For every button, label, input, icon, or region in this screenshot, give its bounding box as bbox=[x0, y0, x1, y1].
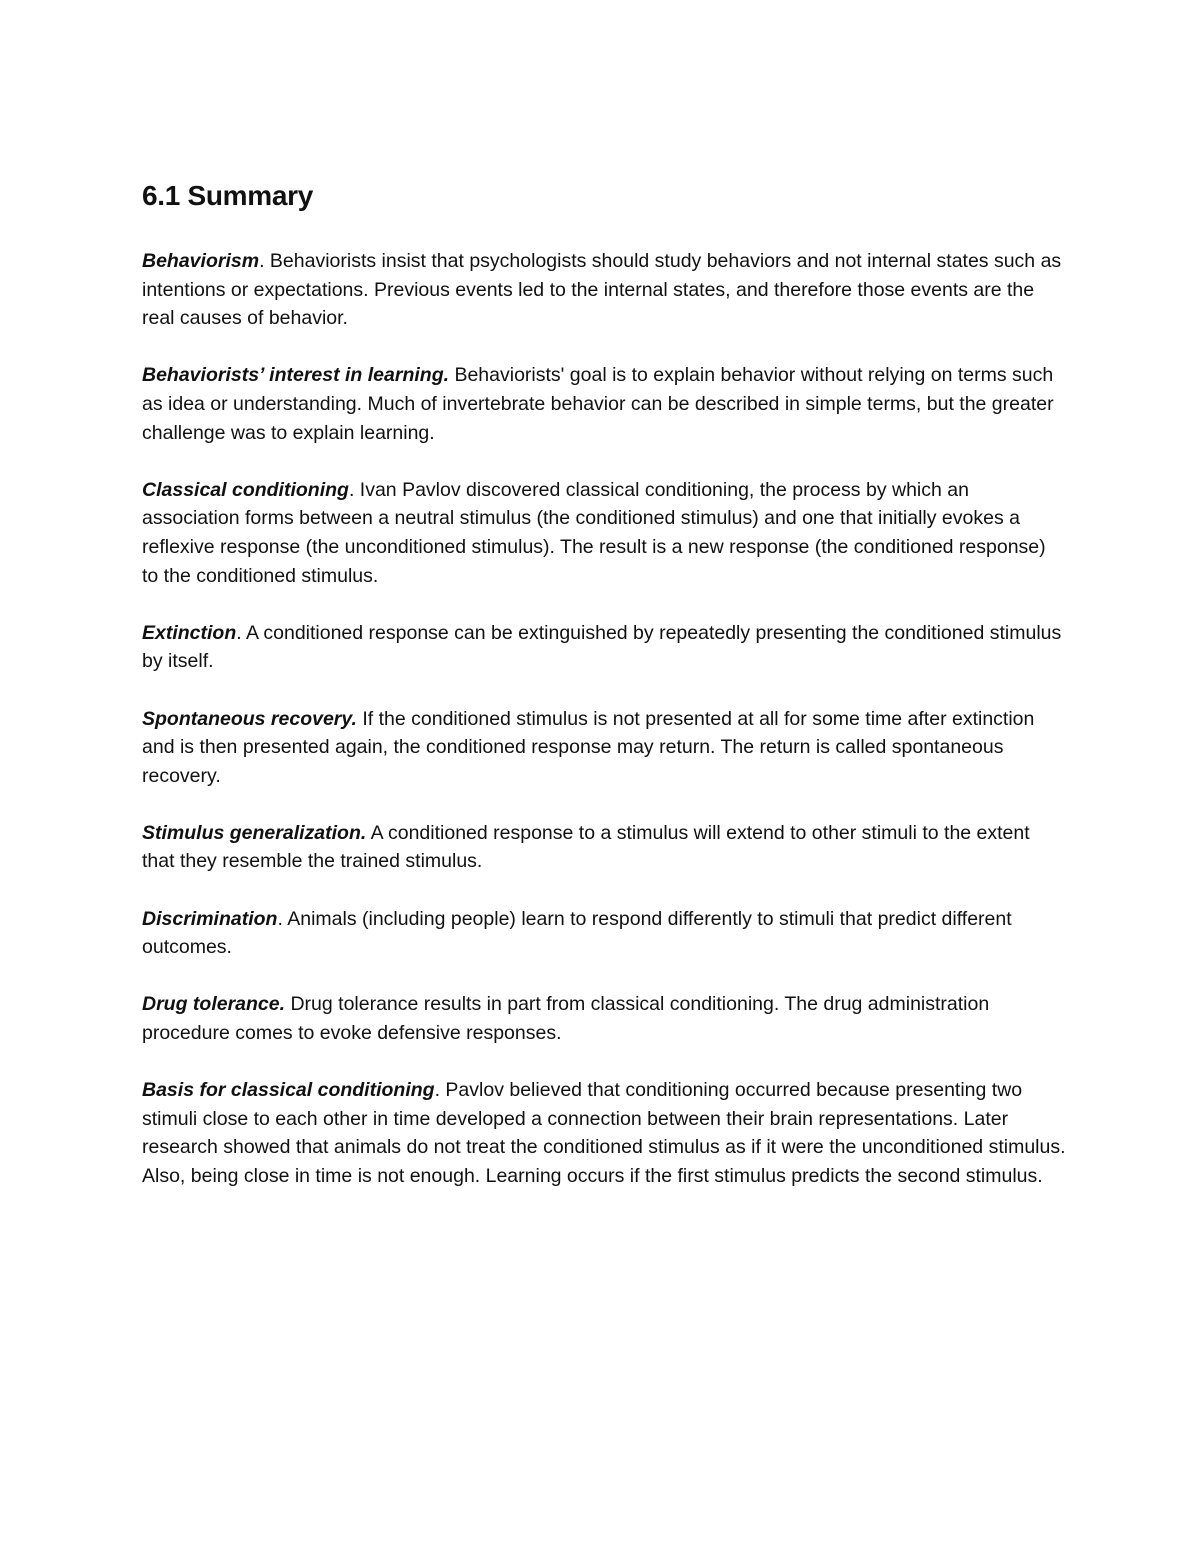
entry-stimulus-generalization bbox=[142, 819, 1067, 876]
entry-punctuation: . bbox=[259, 250, 265, 272]
entry-spontaneous-recovery bbox=[142, 705, 1067, 791]
entry-term: Behaviorists’ interest in learning. bbox=[142, 364, 450, 387]
document-page bbox=[142, 176, 1067, 1219]
entry-drug-tolerance bbox=[142, 990, 1067, 1047]
entry-punctuation: . bbox=[348, 478, 355, 501]
entry-term: Classical conditioning bbox=[142, 478, 349, 501]
entry-text: Animals (including people) learn to respond differently to stimuli that predict different outcomes. bbox=[142, 907, 1012, 959]
entry-text: Behaviorists' goal is to explain behavior without relying on terms such as idea or understanding. Much of invertebrate behavior can be described in simple terms, but the greater challenge was to explain learning. bbox=[142, 364, 1054, 444]
entry-text: Ivan Pavlov discovered classical conditioning, the process by which an association forms between a neutral stimulus (the conditioned stimulus) and one that initially evokes a reflexive response (the unconditioned stimulus). The result is a new response (the conditioned response) to the conditioned stimulus. bbox=[142, 478, 1046, 587]
entry-term: Extinction bbox=[142, 621, 237, 644]
entry-term: Behaviorism bbox=[142, 250, 260, 272]
entry-extinction bbox=[142, 619, 1067, 676]
entry-behaviorism bbox=[142, 247, 1067, 333]
entry-term: Drug tolerance. bbox=[142, 993, 286, 1016]
entry-behaviorists-interest bbox=[142, 361, 1067, 447]
entry-basis-for-classical-conditioning bbox=[142, 1076, 1067, 1190]
entry-classical-conditioning bbox=[142, 476, 1067, 590]
entry-text: A conditioned response to a stimulus will extend to other stimuli to the extent that they resemble the trained stimulus. bbox=[142, 821, 1030, 873]
entry-term: Spontaneous recovery. bbox=[142, 707, 357, 730]
entry-term: Stimulus generalization. bbox=[142, 821, 367, 844]
entry-text: Pavlov believed that conditioning occurred because presenting two stimuli close to each other in time developed a connection between their brain representations. Later research showed that animals do not treat the conditioned stimulus as if it were the unconditioned stimulus. Also, being close in time is not enough. Learning occurs if the first stimulus predicts the second stimulus. bbox=[142, 1079, 1066, 1187]
entry-text: If the conditioned stimulus is not presented at all for some time after extinction and is then presented again, the conditioned response may return. The return is called spontaneous recovery. bbox=[142, 707, 1035, 787]
entry-term: Basis for classical conditioning bbox=[142, 1079, 435, 1102]
entry-punctuation: . bbox=[236, 621, 242, 644]
entry-text: A conditioned response can be extinguished by repeatedly presenting the conditioned stimulus by itself. bbox=[142, 621, 1062, 673]
entry-text: Drug tolerance results in part from classical conditioning. The drug administration procedure comes to evoke defensive responses. bbox=[142, 993, 990, 1045]
page-title: 6.1 Summary bbox=[142, 180, 314, 211]
entry-text: Behaviorists insist that psychologists should study behaviors and not internal states such as intentions or expectations. Previous events led to the internal states, and therefore those events are the real causes of behavior. bbox=[142, 250, 1062, 330]
entry-punctuation: . bbox=[434, 1079, 440, 1102]
entry-discrimination bbox=[142, 905, 1067, 962]
entry-punctuation: . bbox=[277, 907, 283, 930]
entry-term: Discrimination bbox=[142, 907, 278, 930]
